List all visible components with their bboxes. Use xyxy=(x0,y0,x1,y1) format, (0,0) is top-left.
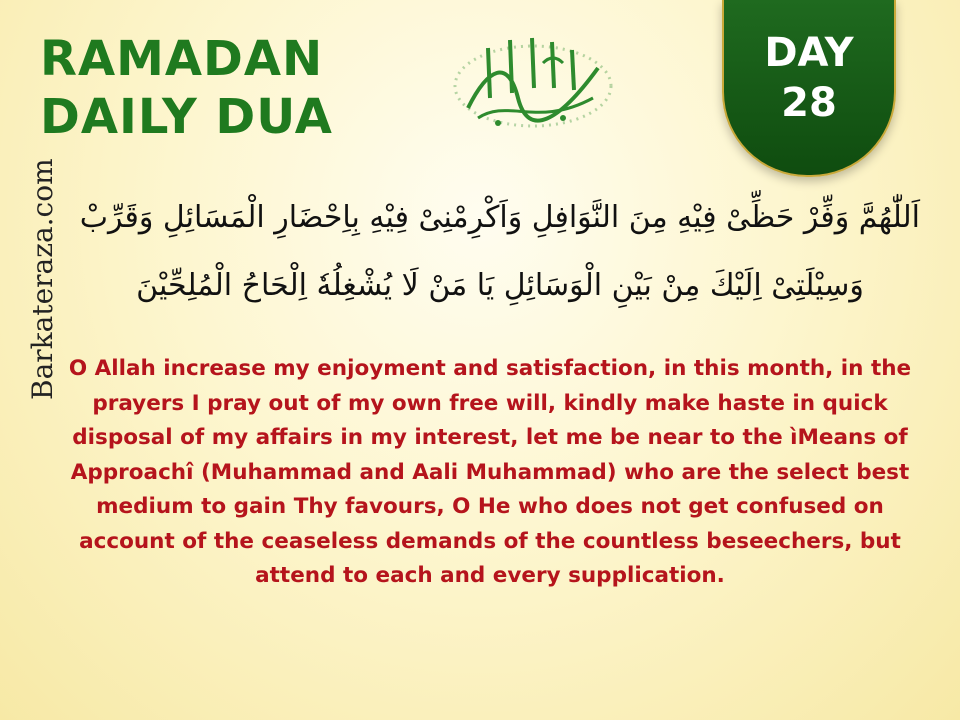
site-watermark: Barkateraza.com xyxy=(26,158,59,400)
title-line-2: DAILY DUA xyxy=(40,89,333,145)
bismillah-calligraphy-icon xyxy=(448,28,618,138)
day-number: 28 xyxy=(781,80,837,126)
dua-translation: O Allah increase my enjoyment and satisfaction, in this month, in the prayers I pray out of my own free will, kindly make haste in quick disposal of my affairs in my interest, let me be near to the ìMeans of Approachî (Muhammad and Aali Muhammad) who are the select best medium to gain Thy favours, O He who does not get confused on account of the ceaseless demands of the countless beseechers, but attend to each and every supplication. xyxy=(68,356,912,588)
arabic-dua-line-2: وَسِيْلَتِىْ اِلَيْكَ مِنْ بَيْنِ الْوَسَائِلِ يَا مَنْ لَا يُشْغِلُهٗ اِلْحَاحُ الْمُلِحِّيْنَ xyxy=(136,268,864,303)
day-badge xyxy=(722,0,896,177)
title-line-1: RAMADAN xyxy=(40,31,324,87)
page-title xyxy=(40,30,333,146)
arabic-dua-line-1: اَللّٰهُمَّ وَفِّرْ حَظِّىْ فِيْهِ مِنَ النَّوَافِلِ وَاَكْرِمْنِىْ فِيْهِ بِاِحْضَارِ الْمَسَائِلِ وَقَرِّبْ xyxy=(79,200,920,235)
day-label: DAY xyxy=(764,30,854,76)
